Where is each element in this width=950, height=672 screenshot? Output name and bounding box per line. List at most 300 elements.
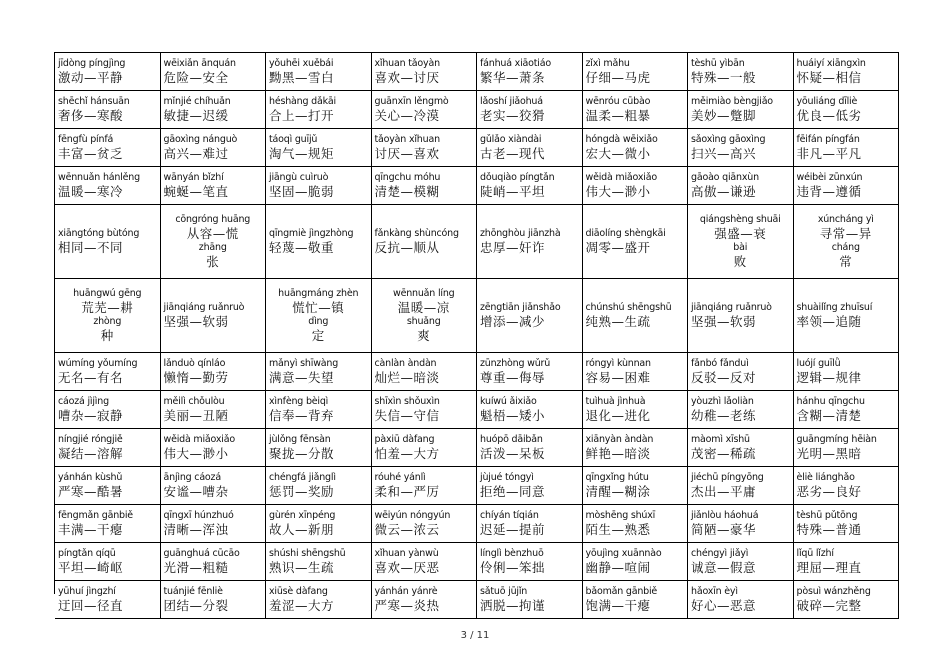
word-pair: 特殊—普通 — [796, 521, 862, 537]
word-pair: 幽静—喧闹 — [585, 559, 651, 575]
word-pair: 定 — [311, 327, 325, 343]
word-pair: 相同—不同 — [58, 239, 124, 255]
table-cell — [266, 129, 372, 167]
word-pair: 光明—黑暗 — [796, 445, 862, 461]
word-pair: 鲜艳—暗淡 — [585, 445, 651, 461]
pinyin-line: gǔlǎo xiàndài — [480, 133, 542, 145]
pinyin-line: gùrén xīnpéng — [269, 509, 336, 521]
table-cell — [477, 467, 583, 505]
pinyin-line: qīngchu móhu — [374, 171, 441, 183]
table-cell — [55, 167, 161, 205]
table-cell — [161, 205, 267, 279]
word-pair: 仔细—马虎 — [585, 69, 651, 85]
table-cell — [688, 167, 794, 205]
word-pair: 茂密—稀疏 — [691, 445, 757, 461]
table-cell — [583, 429, 689, 467]
word-pair: 蜿蜒—笔直 — [163, 183, 229, 199]
pinyin-line: yánhán kùshǔ — [58, 471, 123, 483]
word-pair: 怀疑—相信 — [796, 69, 862, 85]
word-pair: 轻蔑—敬重 — [269, 239, 335, 255]
pinyin-line: guāngmíng hēiàn — [796, 433, 877, 445]
pinyin-line: tuìhuà jìnhuà — [585, 395, 646, 407]
pinyin-line: jiǎnlòu háohuá — [691, 509, 759, 521]
word-pair: 荒芜—耕 — [81, 299, 134, 315]
word-pair: 含糊—清楚 — [796, 407, 862, 423]
table-cell — [583, 129, 689, 167]
word-pair: 羞涩—大方 — [269, 597, 335, 613]
pinyin-line: huāngwú gēng — [73, 287, 142, 299]
table-cell — [583, 53, 689, 91]
table-cell — [161, 505, 267, 543]
word-pair: 清晰—浑浊 — [163, 521, 229, 537]
word-pair: 反驳—反对 — [691, 369, 757, 385]
table-cell — [161, 91, 267, 129]
table-cell — [266, 353, 372, 391]
pinyin-line: wēixiǎn ānquán — [163, 57, 236, 69]
pinyin-line: róngyì kùnnan — [585, 357, 651, 369]
pinyin-line: huópō dāibǎn — [480, 433, 543, 445]
pinyin-line: línglì bènzhuō — [480, 547, 544, 559]
table-cell — [583, 205, 689, 279]
word-pair: 危险—安全 — [163, 69, 229, 85]
word-pair: 无名—有名 — [58, 369, 124, 385]
pinyin-line: tuánjié fēnliè — [163, 585, 223, 597]
pinyin-line: shēchǐ hánsuān — [58, 95, 130, 107]
table-cell — [266, 91, 372, 129]
word-pair: 敏捷—迟缓 — [163, 107, 229, 123]
word-pair: 温柔—粗暴 — [585, 107, 651, 123]
table-cell — [266, 167, 372, 205]
pinyin-line: shuàilǐng zhuīsuí — [796, 301, 873, 313]
word-pair: 理屈—理直 — [796, 559, 862, 575]
word-pair: 淘气—规矩 — [269, 145, 335, 161]
word-pair: 懒惰—勤劳 — [163, 369, 229, 385]
table-cell — [372, 53, 478, 91]
pinyin-line: yǒuhēi xuěbái — [269, 57, 334, 69]
word-pair: 美丽—丑陋 — [163, 407, 229, 423]
table-cell — [55, 543, 161, 581]
table-cell — [688, 53, 794, 91]
table-cell — [266, 429, 372, 467]
pinyin-line: wěidà miǎoxiǎo — [585, 171, 657, 183]
table-cell — [477, 205, 583, 279]
pinyin-line: yōuliáng dīliè — [796, 95, 858, 107]
pinyin-line: xúncháng yì — [817, 213, 874, 225]
word-pair: 团结—分裂 — [163, 597, 229, 613]
table-cell — [477, 53, 583, 91]
pinyin-line: sǎoxìng gāoxìng — [691, 133, 766, 145]
word-pair: 种 — [100, 327, 114, 343]
word-pair: 凋零—盛开 — [585, 239, 651, 255]
word-pair: 宏大—微小 — [585, 145, 651, 161]
pinyin-line: cháng — [831, 241, 860, 253]
word-pair: 尊重—侮辱 — [480, 369, 546, 385]
table-cell — [266, 279, 372, 353]
pinyin-line: xǐhuan yànwù — [374, 547, 439, 559]
word-pair: 饱满—干瘪 — [585, 597, 651, 613]
word-pair: 恶劣—良好 — [796, 483, 862, 499]
word-pair: 讨厌—喜欢 — [374, 145, 440, 161]
pinyin-line: kuíwú ǎixiǎo — [480, 395, 537, 407]
word-pair: 光滑—粗糙 — [163, 559, 229, 575]
table-cell — [794, 429, 900, 467]
pinyin-line: píngtǎn qíqū — [58, 547, 116, 559]
word-pair: 拒绝—同意 — [480, 483, 546, 499]
table-cell — [688, 91, 794, 129]
word-pair: 容易—困难 — [585, 369, 651, 385]
word-pair: 柔和—严厉 — [374, 483, 440, 499]
pinyin-line: lǐqū lǐzhí — [796, 547, 834, 559]
word-pair: 扫兴—高兴 — [691, 145, 757, 161]
word-pair: 凝结—溶解 — [58, 445, 124, 461]
pinyin-line: zhōnghòu jiānzhà — [480, 227, 561, 239]
word-pair: 故人—新朋 — [269, 521, 335, 537]
pinyin-line: jiānqiáng ruǎnruò — [163, 301, 245, 313]
table-cell — [372, 167, 478, 205]
word-pair: 违背—遵循 — [796, 183, 862, 199]
pinyin-line: jiānqiáng ruǎnruò — [691, 301, 772, 313]
word-pair: 伶俐—笨拙 — [480, 559, 546, 575]
table-cell — [583, 167, 689, 205]
table-cell — [794, 53, 900, 91]
table-cell — [161, 353, 267, 391]
table-cell — [688, 429, 794, 467]
word-pair: 激动—平静 — [58, 69, 124, 85]
pinyin-line: pàxiū dàfang — [374, 433, 435, 445]
word-pair: 坚强—软弱 — [163, 313, 229, 329]
pinyin-line: huāngmáng zhèn — [278, 287, 359, 299]
table-cell — [55, 581, 161, 619]
pinyin-line: fēngfù pínfá — [58, 133, 114, 145]
pinyin-line: fēngmǎn gānbiě — [58, 509, 133, 521]
table-cell — [161, 167, 267, 205]
word-pair: 魁梧—矮小 — [480, 407, 546, 423]
table-cell — [583, 279, 689, 353]
pinyin-line: níngjié róngjiě — [58, 433, 123, 445]
word-pair: 逻辑—规律 — [796, 369, 862, 385]
table-cell — [583, 543, 689, 581]
pinyin-line: diāolíng shèngkāi — [585, 227, 666, 239]
pinyin-line: dǒuqiào píngtǎn — [480, 171, 555, 183]
word-pair: 败 — [733, 253, 747, 269]
word-pair: 奢侈—寒酸 — [58, 107, 124, 123]
pinyin-line: wēnnuǎn hánlěng — [58, 171, 140, 183]
pinyin-line: èliè liánghǎo — [796, 471, 855, 483]
table-cell — [266, 543, 372, 581]
table-cell — [583, 91, 689, 129]
table-cell — [55, 205, 161, 279]
word-pair: 满意—失望 — [269, 369, 335, 385]
pinyin-line: shúshi shēngshū — [269, 547, 346, 559]
word-pair: 伟大—渺小 — [585, 183, 651, 199]
table-cell — [794, 91, 900, 129]
table-cell — [372, 205, 478, 279]
table-cell — [266, 53, 372, 91]
pinyin-line: lǎoshí jiǎohuá — [480, 95, 543, 107]
table-cell — [583, 353, 689, 391]
pinyin-line: fǎnbó fǎnduì — [691, 357, 749, 369]
word-pair: 嘈杂—寂静 — [58, 407, 124, 423]
table-cell — [161, 429, 267, 467]
table-cell — [794, 543, 900, 581]
pinyin-line: wéibèi zūnxún — [796, 171, 863, 183]
table-cell — [266, 505, 372, 543]
word-pair: 美妙—蹩脚 — [691, 107, 757, 123]
word-pair: 强盛—衰 — [714, 225, 767, 241]
table-cell — [477, 429, 583, 467]
table-cell — [372, 91, 478, 129]
word-pair: 慌忙—镇 — [292, 299, 345, 315]
word-pair: 聚拢—分散 — [269, 445, 335, 461]
pinyin-line: zǐxì mǎhu — [585, 57, 630, 69]
table-cell — [372, 279, 478, 353]
table-cell — [794, 505, 900, 543]
word-pair: 清醒—糊涂 — [585, 483, 651, 499]
pinyin-line: wēnnuǎn líng — [393, 287, 455, 299]
pinyin-line: zhòng — [93, 315, 122, 327]
word-pair: 陌生—熟悉 — [585, 521, 651, 537]
pinyin-line: qīngxī húnzhuó — [163, 509, 234, 521]
word-pair: 黝黑—雪白 — [269, 69, 335, 85]
word-pair: 坚强—软弱 — [691, 313, 757, 329]
word-pair: 喜欢—厌恶 — [374, 559, 440, 575]
pinyin-line: tǎoyàn xǐhuan — [374, 133, 440, 145]
word-pair: 伟大—渺小 — [163, 445, 229, 461]
pinyin-line: yòuzhì lǎoliàn — [691, 395, 754, 407]
table-cell — [477, 581, 583, 619]
pinyin-line: wúmíng yǒumíng — [58, 357, 138, 369]
pinyin-line: tèshū pǔtōng — [796, 509, 858, 521]
pinyin-line: fǎnkàng shùncóng — [374, 227, 459, 239]
pinyin-line: róuhé yánlì — [374, 471, 426, 483]
table-cell — [55, 279, 161, 353]
table-cell — [583, 467, 689, 505]
pinyin-line: cáozá jìjìng — [58, 395, 109, 407]
table-cell — [688, 353, 794, 391]
word-pair: 微云—浓云 — [374, 521, 440, 537]
word-pair: 退化—进化 — [585, 407, 651, 423]
table-cell — [55, 505, 161, 543]
pinyin-line: cànlàn àndàn — [374, 357, 437, 369]
pinyin-line: guānghuá cūcāo — [163, 547, 240, 559]
page-number: 3 / 11 — [460, 630, 490, 641]
pinyin-line: mǐnjié chíhuǎn — [163, 95, 231, 107]
pinyin-line: gāoào qiānxùn — [691, 171, 759, 183]
word-pair: 丰富—贫乏 — [58, 145, 124, 161]
word-pair: 平坦—崎岖 — [58, 559, 124, 575]
pinyin-line: shuǎng — [406, 315, 441, 327]
table-cell — [55, 353, 161, 391]
pinyin-line: xìnfèng bèiqì — [269, 395, 329, 407]
pinyin-line: hóngdà wēixiǎo — [585, 133, 658, 145]
word-pair: 纯熟—生疏 — [585, 313, 651, 329]
table-cell — [266, 205, 372, 279]
pinyin-line: shīxìn shǒuxìn — [374, 395, 440, 407]
table-cell — [794, 391, 900, 429]
word-pair: 高兴—难过 — [163, 145, 229, 161]
word-pair: 丰满—干瘪 — [58, 521, 124, 537]
pinyin-line: mǎnyì shīwàng — [269, 357, 339, 369]
word-pair: 迟延—提前 — [480, 521, 546, 537]
pinyin-line: ānjìng cáozá — [163, 471, 221, 483]
word-pair: 严寒—炎热 — [374, 597, 440, 613]
table-cell — [55, 467, 161, 505]
pinyin-line: fánhuá xiāotiáo — [480, 57, 551, 69]
word-pair: 坚固—脆弱 — [269, 183, 335, 199]
word-pair: 失信—守信 — [374, 407, 440, 423]
table-cell — [477, 167, 583, 205]
table-cell — [372, 391, 478, 429]
pinyin-line: wēiyún nóngyún — [374, 509, 451, 521]
table-cell — [688, 581, 794, 619]
table-cell — [794, 129, 900, 167]
pinyin-line: luójí guīlǜ — [796, 357, 841, 369]
table-cell — [55, 53, 161, 91]
word-pair: 喜欢—讨厌 — [374, 69, 440, 85]
pinyin-line: chéngyì jiǎyì — [691, 547, 749, 559]
table-cell — [372, 129, 478, 167]
word-pair: 怕羞—大方 — [374, 445, 440, 461]
pinyin-line: fēifán píngfán — [796, 133, 860, 145]
pinyin-line: màomì xīshū — [691, 433, 750, 445]
table-cell — [688, 391, 794, 429]
word-pair: 高傲—谦逊 — [691, 183, 757, 199]
pinyin-line: guānxīn lěngmò — [374, 95, 449, 107]
pinyin-line: xiānyàn àndàn — [585, 433, 654, 445]
word-pair: 简陋—豪华 — [691, 521, 757, 537]
word-pair: 优良—低劣 — [796, 107, 862, 123]
table-cell — [583, 581, 689, 619]
table-cell — [794, 581, 900, 619]
word-pair: 老实—狡猾 — [480, 107, 546, 123]
table-cell — [55, 429, 161, 467]
table-cell — [794, 467, 900, 505]
pinyin-line: yánhán yánrè — [374, 585, 438, 597]
pinyin-line: mòshēng shúxī — [585, 509, 656, 521]
pinyin-line: jùlǒng fēnsàn — [269, 433, 331, 445]
word-pair: 反抗—顺从 — [374, 239, 440, 255]
word-pair: 特殊—一般 — [691, 69, 757, 85]
table-cell — [477, 353, 583, 391]
table-cell — [55, 391, 161, 429]
pinyin-line: hánhu qīngchu — [796, 395, 865, 407]
table-cell — [688, 467, 794, 505]
word-pair: 关心—冷漠 — [374, 107, 440, 123]
table-cell — [266, 581, 372, 619]
pinyin-line: yūhuí jìngzhí — [58, 585, 116, 597]
word-pair: 合上—打开 — [269, 107, 335, 123]
pinyin-line: wēnróu cūbào — [585, 95, 651, 107]
pinyin-line: tèshū yìbān — [691, 57, 745, 69]
word-pair: 信奉—背弃 — [269, 407, 335, 423]
table-cell — [55, 129, 161, 167]
pinyin-line: dìng — [308, 315, 329, 327]
pinyin-line: zhāng — [198, 241, 227, 253]
table-cell — [161, 543, 267, 581]
pinyin-line: jiéchū píngyōng — [691, 471, 764, 483]
word-pair: 清楚—模糊 — [374, 183, 440, 199]
table-cell — [794, 279, 900, 353]
pinyin-line: qīngmiè jìngzhòng — [269, 227, 354, 239]
pinyin-line: táoqì guījǔ — [269, 133, 318, 145]
pinyin-line: hǎoxīn èyì — [691, 585, 738, 597]
word-pair: 从容—慌 — [186, 225, 239, 241]
table-cell — [372, 429, 478, 467]
table-cell — [372, 467, 478, 505]
word-pair: 增添—减少 — [480, 313, 546, 329]
word-pair: 破碎—完整 — [796, 597, 862, 613]
table-cell — [477, 279, 583, 353]
table-cell — [161, 581, 267, 619]
pinyin-line: měimiào bèngjiǎo — [691, 95, 773, 107]
word-pair: 张 — [206, 253, 220, 269]
table-cell — [161, 279, 267, 353]
table-cell — [794, 167, 900, 205]
word-pair: 忠厚—奸诈 — [480, 239, 546, 255]
table-cell — [688, 129, 794, 167]
pinyin-line: qīngxǐng hútu — [585, 471, 649, 483]
word-pair: 灿烂—暗淡 — [374, 369, 440, 385]
table-cell — [583, 505, 689, 543]
pinyin-line: xiūsè dàfang — [269, 585, 328, 597]
word-pair: 迂回—径直 — [58, 597, 124, 613]
table-cell — [161, 53, 267, 91]
pinyin-line: gāoxìng nánguò — [163, 133, 238, 145]
word-pair: 爽 — [417, 327, 431, 343]
pinyin-line: huáiyí xiāngxìn — [796, 57, 866, 69]
table-cell — [688, 279, 794, 353]
word-pair: 幼稚—老练 — [691, 407, 757, 423]
word-pair: 繁华—萧条 — [480, 69, 546, 85]
table-cell — [372, 543, 478, 581]
table-cell — [688, 505, 794, 543]
word-pair: 率领—追随 — [796, 313, 862, 329]
word-pair: 严寒—酷暑 — [58, 483, 124, 499]
word-pair: 温暖—寒冷 — [58, 183, 124, 199]
pinyin-line: bài — [733, 241, 748, 253]
table-cell — [477, 543, 583, 581]
word-pair: 杰出—平庸 — [691, 483, 757, 499]
table-cell — [477, 505, 583, 543]
pinyin-line: jīdòng píngjìng — [58, 57, 126, 69]
table-cell — [161, 391, 267, 429]
pinyin-line: wěidà miǎoxiǎo — [163, 433, 235, 445]
table-cell — [583, 391, 689, 429]
word-pair: 陡峭—平坦 — [480, 183, 546, 199]
pinyin-line: xǐhuan tǎoyàn — [374, 57, 440, 69]
pinyin-line: lǎnduò qínláo — [163, 357, 226, 369]
pinyin-line: cōngróng huāng — [175, 213, 251, 225]
pinyin-line: héshàng dǎkāi — [269, 95, 336, 107]
table-cell — [55, 91, 161, 129]
pinyin-line: xiāngtóng bùtóng — [58, 227, 140, 239]
table-cell — [266, 391, 372, 429]
word-pair: 诚意—假意 — [691, 559, 757, 575]
table-cell — [477, 91, 583, 129]
table-cell — [372, 505, 478, 543]
pinyin-line: chúnshú shēngshū — [585, 301, 672, 313]
word-pair: 温暖—凉 — [397, 299, 450, 315]
pinyin-line: jùjué tóngyì — [480, 471, 534, 483]
word-pair: 寻常—异 — [819, 225, 872, 241]
word-pair: 活泼—呆板 — [480, 445, 546, 461]
word-pair: 古老—现代 — [480, 145, 546, 161]
table-cell — [161, 467, 267, 505]
word-pair: 安谧—嘈杂 — [163, 483, 229, 499]
word-pair: 非凡—平凡 — [796, 145, 862, 161]
pinyin-line: sǎtuō jūjǐn — [480, 585, 528, 597]
word-pair: 洒脱—拘谨 — [480, 597, 546, 613]
